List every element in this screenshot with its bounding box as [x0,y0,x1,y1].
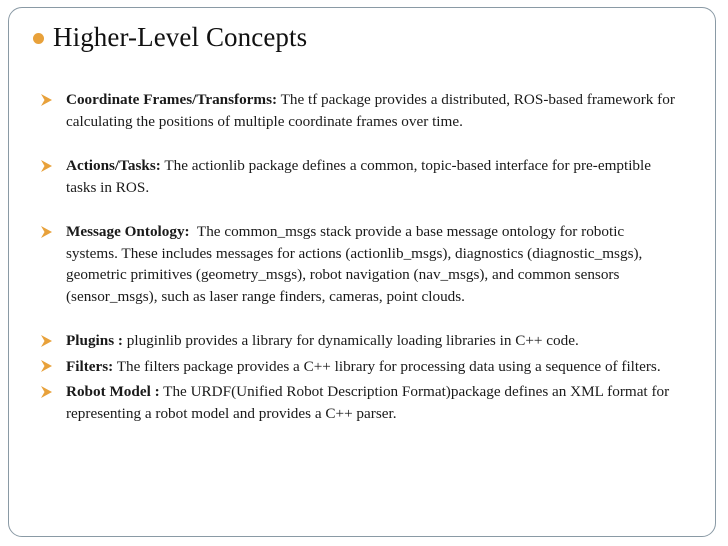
arrow-bullet-icon [40,330,66,352]
list-item-body [66,330,676,352]
list-item-label: Plugins : [66,332,123,349]
arrow-bullet-icon [40,155,66,177]
list-item-body [66,221,676,307]
arrow-bullet-icon [40,221,66,243]
arrow-bullet-icon [40,89,66,111]
list-item-text: pluginlib provides a library for dynamically loading libraries in C++ code. [122,332,579,349]
list-item-body [66,155,676,198]
list-item-text: The URDF(Unified Robot Description Format)package defines an XML format for representing a robot model and provides a C++ parser. [66,383,670,422]
list-item-message-ontology [40,221,676,307]
arrow-bullet-icon [40,381,66,403]
bullet-list [40,89,676,428]
list-item-robot-model [40,381,676,424]
list-item-actions-tasks [40,155,676,198]
list-item-label: Filters: [66,357,114,375]
arrow-bullet-icon [40,356,66,378]
dot-bullet-icon [33,33,44,44]
list-item-label: Robot Model : [66,383,160,400]
list-item-body [66,356,676,378]
list-item-label: Actions/Tasks: [66,157,161,174]
list-item-body [66,381,676,424]
slide-title: Higher-Level Concepts [53,22,308,52]
list-item-plugins [40,330,676,352]
list-item-filters [40,356,676,378]
list-item-text: The common_msgs stack provide a base message ontology for robotic systems. These includes messages for actions (actionlib_msgs), diagnostics (diagnostic_msgs), geometric primitives (geometry_msgs), robot navigation (nav_msgs), and common sensors (sensor_msgs), such as laser range finders, cameras, point clouds. [66,223,647,305]
list-item-body [66,89,676,132]
list-item-text: The actionlib package defines a common, topic-based interface for pre-emptible tasks in ROS. [66,157,651,196]
list-item-text: The tf package provides a distributed, ROS-based framework for calculating the positions of multiple coordinate frames over time. [66,91,675,130]
list-item-label: Coordinate Frames/Transforms: [66,91,278,108]
list-item-coordinate-frames [40,89,676,132]
list-item-text: The filters package provides a C++ library for processing data using a sequence of filters. [113,357,661,375]
list-item-label: Message Ontology: [66,223,190,240]
slide-title-row [33,22,307,53]
